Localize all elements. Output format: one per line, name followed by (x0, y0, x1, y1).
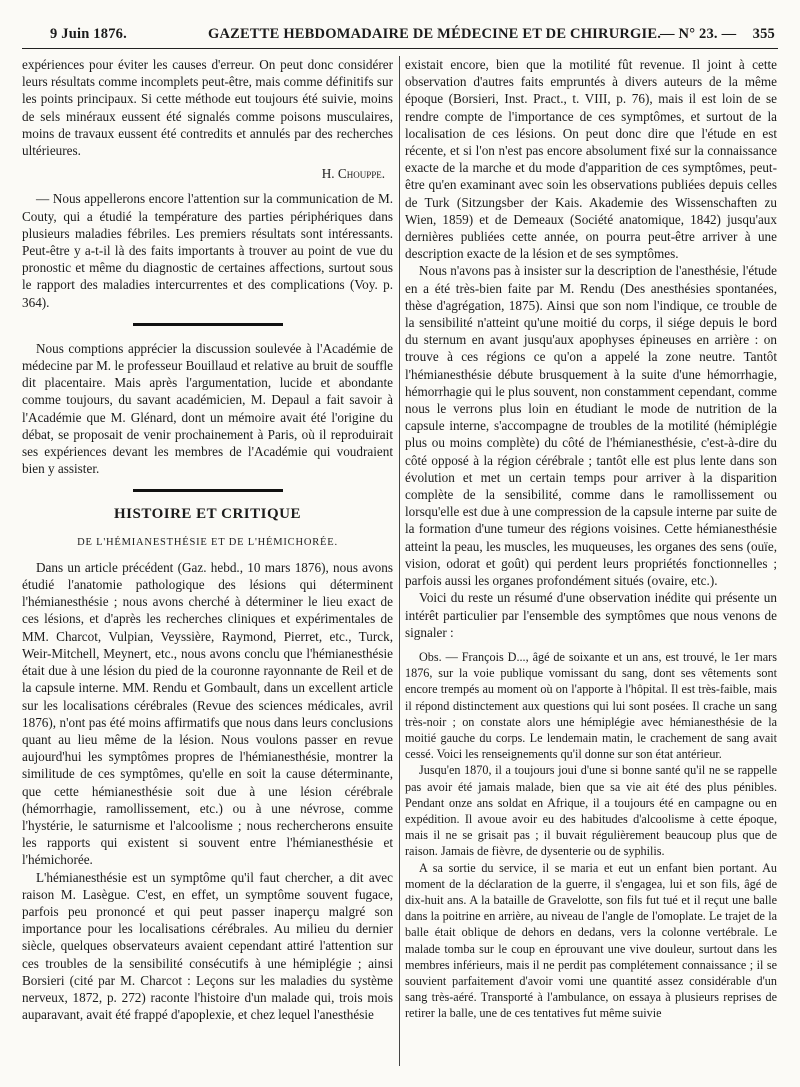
page-number: 355 (752, 26, 775, 42)
paragraph-anesthesie: Nous n'avons pas à insister sur la description de l'anesthésie, l'étude en a été très-bien faite par M. Rendu (Des anesthésies spontanées, thèse d'agrégation, 1875). Ainsi que son nom l'indique, ce trouble de la sensibilité n'atteint qu'une moitié du corps, il siége depuis le bord du sternum en avant jusqu'aux apophyses épineuses en arrière : on trouve à ces régions ce qu'on a appelé la zone neutre. Tantôt l'hémianesthésie débute brusquement à la suite d'une hémorrhagie, hémorrhagie qui le plus souvent, non constamment cependant, comme nous le verrons plus loin en étudiant le mode de nutrition de la capsule interne, s'accompagne de troubles de la motilité (hémiplégie plus ou moins complète) du côté de l'hémianesthésie, c'est-à-dire du côté opposé à la région cérébrale ; tantôt elle est plus lente dans son évolution et met un certain temps pour arriver à la disparition complète de la sensibilité, comme dans le ramollissement ou lorsqu'elle est due à une compression de la capsule interne par suite de la formation d'une tumeur des régions voisines. Cette hémianesthésie atteint la peau, les muscles, les muqueuses, les organes des sens (ouïe, vision, odorat et goût) qui perdent leurs propriétés fonctionnelles ; parfois aussi les organes profondément situés (ovaire, etc.). (405, 263, 777, 589)
observation-paragraph: A sa sortie du service, il se maria et eut un enfant bien portant. Au moment de la déclaration de la guerre, il s'engagea, lui et son fils, âgé de dix-huit ans. A la bataille de Gravelotte, son fils fut tué et il reçut une balle dans la poitrine en arrière, au niveau de l'angle de l'omoplate. Le trajet de la balle était oblique de dehors en dedans, vers la colonne vertébrale. Le malade tomba sur le coup en éprouvant une vive douleur, surtout dans les membres inférieurs, mais il ne perdit pas complétement connaissance ; il se souvient parfaitement d'avoir vomi une quantité assez considérable d'un sang très-aéré. Transporté à l'ambulance, on essaya à plusieurs reprises de retirer la balle, une de ces tentatives fut même suivie (405, 860, 777, 1021)
header-rule (22, 48, 778, 49)
section-subtitle: DE L'HÉMIANESTHÉSIE ET DE L'HÉMICHORÉE. (77, 536, 338, 548)
paragraph-couty: — Nous appellerons encore l'attention sur la communication de M. Couty, qui a étudié la température des parties périphériques dans plusieurs maladies fébriles. Les premiers résultats sont intéressants. Peut-être y a-t-il là des faits importants à trouver au point de vue du pronostic et même du diagnostic de certaines affections, surtout sous le rapport des maladies intercurrentes et des complications (Voy. p. 364). (22, 191, 393, 310)
observation-paragraph: Jusqu'en 1870, il a toujours joui d'une si bonne santé qu'il ne se rappelle pas avoir été jamais malade, bien que sa vie ait été des plus pénibles. Pendant onze ans soldat en Afrique, il a toujours été en campagne ou en expédition. Il avoue avoir eu des habitudes d'alcoolisme à cette époque, mais il ne se grisait pas ; il buvait régulièrement beaucoup plus que de raison. Jamais de fièvre, de dysenterie ou de syphilis. (405, 763, 777, 859)
running-header (50, 26, 775, 46)
column-divider (399, 56, 400, 1066)
paragraph-chouppe-end: expériences pour éviter les causes d'erreur. On peut donc considérer leurs résultats comme incomplets peut-être, mais comme définitifs sur les points principaux. Si cette méthode eut toujours été suivie, moins de sels minéraux eussent été signalés comme poisons musculaires, moins de travaux eussent été contredits et annulés par des recherches ultérieures. (22, 57, 393, 159)
section-title: HISTOIRE ET CRITIQUE (113, 506, 301, 523)
left-column (22, 56, 393, 1023)
observation-paragraph: Obs. — François D..., âgé de soixante et un ans, est trouvé, le 1er mars 1876, sur la voie publique vomissant du sang, dont ses vêtements sont encore trempés au moment où on l'apporte à l'hôpital. Il est très-faible, mais il répond distinctement aux questions qui lui sont posées. Il crache un sang très-noir ; on constate alors une hémiplégie avec hémianesthésie de la moitié gauche du corps. Le lendemain matin, le crachement de sang avait cessé. Voici les renseignements qu'il donne sur son état antérieur. (405, 649, 777, 762)
journal-title: GAZETTE HEBDOMADAIRE DE MÉDECINE ET DE CHIRURGIE. (208, 26, 662, 42)
paragraph-observation-intro: Voici du reste un résumé d'une observation inédite qui présente un intérêt particulier par l'ensemble des symptômes que nous venons de signaler : (405, 590, 777, 640)
paragraph-article-intro: Dans un article précédent (Gaz. hebd., 10 mars 1876), nous avons étudié l'anatomie pathologique des lésions qui déterminent l'hémianesthésie ; nous avons cherché à déterminer le lieu exact de ces lésions, et d'après les recherches cliniques et expérimentales de MM. Charcot, Vulpian, Veyssière, Raymond, Pierret, etc., Turck, Weir-Mitchell, Meynert, etc., nous avons conclu que l'hémianesthésie était due à une lésion du pied de la couronne rayonnante de Reil et de la capsule interne. MM. Rendu et Gombault, dans un excellent article sur les localisations cérébrales (Revue des sciences médicales, avril 1876), n'ont pas été moins affirmatifs que nous dans leurs conclusions quant au lieu même de la lésion. Nous voulons passer en revue aujourd'hui les symptômes propres de l'hémianesthésie, montrer la similitude de ces symptômes, qu'elle en soit la cause déterminante, que cette hémianesthésie soit due à une lésion cérébrale (hémorrhagie, ramollissement, etc.) ou à une névrose, comme l'hystérie, le saturnisme et l'alcoolisme ; nous rechercherons ensuite les rapports qui existent si souvent entre l'hémianesthésie et l'hémichorée. (22, 559, 393, 868)
right-column (405, 56, 777, 1022)
author-signature: H. Chouppe. (321, 166, 385, 182)
section-divider (133, 323, 283, 326)
paragraph-borsieri-cont: existait encore, bien que la motilité fût revenue. Il joint à cette observation d'autres faits empruntés à divers auteurs de la même époque (Borsieri, Inst. Pract., t. VIII, p. 76), mais il est loin de se rendre compte de l'importance de ces symptômes, et surtout de la localisation de ces lésions. On peut donc dire que l'étude en est récente, et si l'on n'est pas encore absolument fixé sur la connaissance exacte de la marche et du mode d'apparition de ces symptômes, peut-être qu'en examinant avec soin les observations publiées depuis celles de Turk (Sitzungsber der Kais. Akademie des Wissenschaften zu Wien, 1859) et de Demeaux (Société anatomique, 1842) jusqu'aux dernières publiées cette année, on pourra peut-être arriver à une description exacte de la lésion et de ses symptômes. (405, 57, 777, 262)
spacer (405, 641, 777, 649)
paragraph-lasegue: L'hémianesthésie est un symptôme qu'il faut chercher, a dit avec raison M. Lasègue. C'est, en effet, un symptôme souvent fugace, parfois peu prononcé et qui peut passer inaperçu malgré son importance pour les localisations cérébrales. Au milieu du dernier siècle, quelques observateurs avaient cependant attiré l'attention sur ces troubles de la sensibilité consécutifs à une hémiplégie ; ainsi Borsieri (cité par M. Charcot : Leçons sur les maladies du système nerveux, 1872, p. 272) raconte l'histoire d'un malade qui, trois mois auparavant, avait été frappé d'apoplexie, et chez lequel l'anesthésie (22, 869, 393, 1023)
section-divider (133, 489, 283, 492)
issue-date: 9 Juin 1876. (50, 26, 127, 42)
issue-number: — N° 23. — (660, 26, 737, 42)
paragraph-bouillaud: Nous comptions apprécier la discussion soulevée à l'Académie de médecine par M. le professeur Bouillaud et relative au bruit de souffle dit placentaire. Mais après l'argumentation, lucide et abondante comme toujours, du savant académicien, M. Depaul a fait savoir à l'Académie que M. Glénard, dont un mémoire avait été l'origine du débat, se proposait de venir prochainement à Paris, où il reproduirait ses expériences devant les membres de l'Académie qui voudraient bien y assister. (22, 340, 393, 477)
